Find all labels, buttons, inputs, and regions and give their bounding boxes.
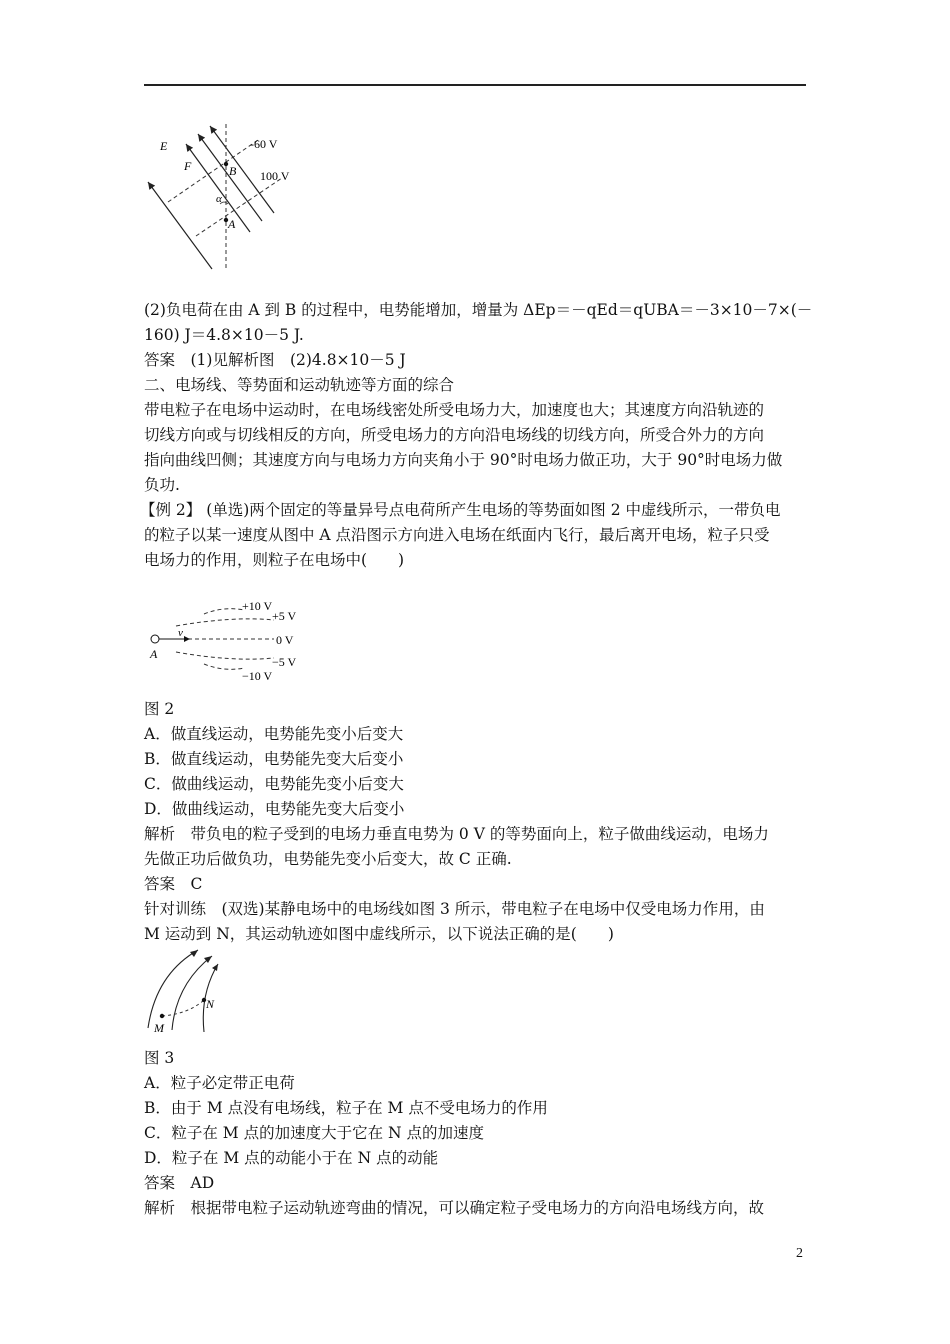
text-line: 切线方向或与切线相反的方向，所受电场力的方向沿电场线的切线方向，所受合外力的方向 bbox=[144, 426, 765, 444]
text-line: 160) J＝4.8×10－5 J. bbox=[144, 326, 304, 344]
equipotential-line bbox=[168, 140, 258, 202]
analysis-line: 解析 带负电的粒子受到的电场力垂直电势为 0 V 的等势面向上，粒子做曲线运动，电场力 bbox=[144, 825, 769, 843]
figure-2-equipotential-diagram bbox=[142, 596, 322, 686]
equipotential-minus10 bbox=[204, 664, 244, 669]
label-e: E bbox=[160, 139, 168, 153]
equipotential-plus10 bbox=[204, 609, 244, 614]
answer-line: 答案 AD bbox=[144, 1174, 215, 1192]
label-n: N bbox=[206, 997, 215, 1011]
option-b: B．由于 M 点没有电场线，粒子在 M 点不受电场力的作用 bbox=[144, 1099, 548, 1117]
figure-1-field-diagram bbox=[140, 118, 320, 278]
label-minus5v: −5 V bbox=[272, 655, 297, 669]
practice-line: M 运动到 N，其运动轨迹如图中虚线所示，以下说法正确的是( ) bbox=[144, 925, 614, 943]
field-line bbox=[186, 144, 250, 232]
analysis-line: 解析 根据带电粒子运动轨迹弯曲的情况，可以确定粒子受电场力的方向沿电场线方向，故 bbox=[144, 1199, 765, 1217]
label-minus60v: -60 V bbox=[250, 137, 278, 151]
label-alpha: α bbox=[216, 193, 222, 205]
option-d: D．做曲线运动，电势能先变大后变小 bbox=[144, 800, 405, 818]
label-b: B bbox=[229, 164, 237, 178]
option-d: D．粒子在 M 点的动能小于在 N 点的动能 bbox=[144, 1149, 439, 1167]
figure-3-trajectory-diagram bbox=[142, 944, 232, 1034]
page-number: 2 bbox=[796, 1246, 803, 1261]
option-c: C．粒子在 M 点的加速度大于它在 N 点的加速度 bbox=[144, 1124, 485, 1142]
text-line: 带电粒子在电场中运动时，在电场线密处所受电场力大，加速度也大；其速度方向沿轨迹的 bbox=[144, 401, 765, 419]
option-a: A．粒子必定带正电荷 bbox=[144, 1074, 295, 1092]
figure-3-caption: 图 3 bbox=[144, 1049, 175, 1067]
analysis-line: 先做正功后做负功，电势能先变小后变大，故 C 正确. bbox=[144, 850, 512, 868]
option-a: A．做直线运动，电势能先变小后变大 bbox=[144, 725, 404, 743]
section-heading: 二、电场线、等势面和运动轨迹等方面的综合 bbox=[144, 376, 455, 394]
point-m bbox=[160, 1014, 164, 1018]
equipotential-minus5 bbox=[176, 652, 274, 659]
text-line: 负功. bbox=[144, 476, 180, 494]
label-m: M bbox=[154, 1021, 164, 1034]
label-a: A bbox=[228, 217, 236, 231]
label-0v: 0 V bbox=[276, 633, 294, 647]
label-f: F bbox=[184, 159, 192, 173]
option-c: C．做曲线运动，电势能先变小后变大 bbox=[144, 775, 404, 793]
answer-line: 答案 C bbox=[144, 875, 203, 893]
field-line bbox=[148, 950, 198, 1028]
particle-a bbox=[151, 635, 159, 643]
label-plus5v: +5 V bbox=[272, 609, 297, 623]
label-a: A bbox=[150, 647, 158, 661]
option-b: B．做直线运动，电势能先变大后变小 bbox=[144, 750, 404, 768]
header-rule bbox=[144, 84, 806, 86]
text-line: 的粒子以某一速度从图中 A 点沿图示方向进入电场在纸面内飞行，最后离开电场，粒子只受 bbox=[144, 526, 770, 544]
trajectory-dashed bbox=[162, 1000, 204, 1016]
label-plus10v: +10 V bbox=[242, 599, 273, 613]
example-2-line: 【例 2】 (单选)两个固定的等量异号点电荷所产生电场的等势面如图 2 中虚线所示，一带负电 bbox=[140, 501, 781, 519]
label-minus10v: −10 V bbox=[242, 669, 273, 683]
text-line: 答案 (1)见解析图 (2)4.8×10－5 J bbox=[144, 351, 406, 369]
point-b bbox=[224, 162, 228, 166]
text-line: 电场力的作用，则粒子在电场中( ) bbox=[144, 551, 405, 569]
figure-2-caption: 图 2 bbox=[144, 700, 175, 718]
equipotential-plus5 bbox=[176, 619, 274, 626]
field-line bbox=[148, 182, 212, 269]
label-100v: 100 V bbox=[260, 169, 290, 183]
practice-line: 针对训练 (双选)某静电场中的电场线如图 3 所示，带电粒子在电场中仅受电场力作用，由 bbox=[144, 900, 765, 918]
label-v: v bbox=[178, 627, 183, 639]
text-line: (2)负电荷在由 A 到 B 的过程中，电势能增加，增量为 ΔEp＝－qEd＝qUBA＝－3×10－7×(－ bbox=[144, 301, 813, 319]
text-line: 指向曲线凹侧；其速度方向与电场力方向夹角小于 90°时电场力做正功，大于 90°时电场力做 bbox=[144, 451, 783, 469]
